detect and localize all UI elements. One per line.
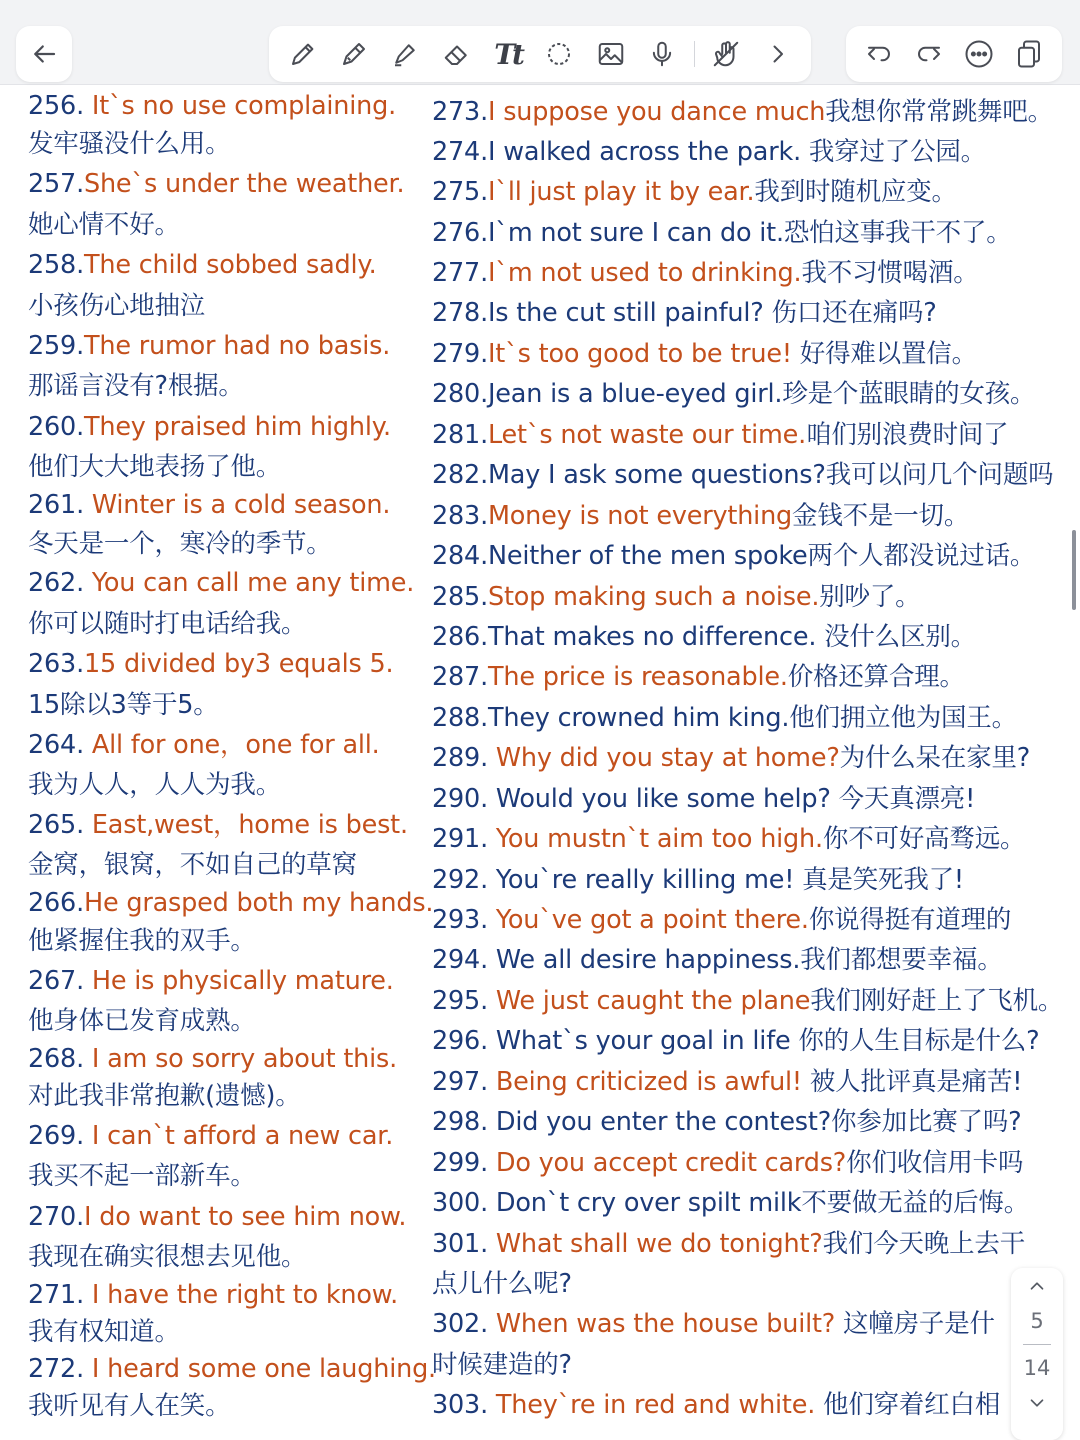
phrase-number: 277. [432, 258, 488, 288]
phrase-number: 288.They crowned him king.他们拥立他为国王。 [432, 703, 1017, 733]
pages-icon[interactable] [1009, 34, 1049, 74]
phrase-line [432, 902, 1011, 940]
phrase-line [28, 88, 396, 126]
phrase-number: 276.I`m not sure I can do it.恐怕这事我干不了。 [432, 218, 1012, 248]
phrase-line [432, 659, 965, 697]
phrase-line [28, 885, 433, 923]
top-toolbar [0, 0, 1080, 85]
phrase-number: 302. [432, 1309, 496, 1339]
phrase-number: 271. [28, 1280, 92, 1310]
page-divider [1023, 1344, 1051, 1345]
phrase-line [28, 963, 394, 1001]
chinese-translation: 我听见有人在笑。 [28, 1391, 231, 1421]
english-phrase: He is physically mature. [91, 966, 394, 996]
phrase-number: 273. [432, 97, 488, 127]
phrase-number: 286.That makes no difference. 没什么区别。 [432, 622, 976, 652]
phrase-line [28, 526, 332, 564]
phrase-number: 285. [432, 582, 488, 612]
chinese-translation: 我到时随机应变。 [754, 177, 957, 207]
english-phrase: Let`s not waste our time. [487, 420, 807, 450]
chevron-up-icon [1026, 1275, 1048, 1297]
chinese-translation: 点儿什么呢? [432, 1269, 572, 1299]
eraser-icon[interactable] [437, 34, 477, 74]
phrase-line [432, 1023, 1039, 1061]
phrase-line [28, 166, 404, 204]
phrase-line [28, 1388, 230, 1426]
phrase-number: 279. [432, 339, 488, 369]
back-arrow-icon[interactable] [24, 34, 64, 74]
phrase-line [28, 1351, 436, 1389]
page-navigator [1011, 1268, 1063, 1440]
phrase-number: 295. [432, 986, 496, 1016]
phrase-line [432, 255, 979, 293]
phrase-number: 259. [28, 331, 84, 361]
phrase-line [28, 606, 306, 644]
phrase-line [28, 487, 390, 525]
phrase-line [432, 417, 1008, 455]
phrase-line [432, 94, 1053, 132]
phrase-number: 299. [432, 1148, 496, 1178]
chinese-translation: 我们今天晚上去干 [822, 1229, 1026, 1259]
undo-icon[interactable] [859, 34, 899, 74]
phrase-line [432, 1306, 995, 1344]
phrase-line [432, 862, 964, 900]
chinese-translation: 为什么呆在家里? [839, 743, 1031, 773]
phrase-number: 265. [28, 810, 92, 840]
chinese-translation: 被人批评真是痛苦! [801, 1067, 1023, 1097]
phrase-number: 263. [28, 649, 84, 679]
phrase-number: 283. [432, 501, 488, 531]
phrase-line [28, 449, 281, 487]
drawing-tools-group [269, 26, 811, 82]
phrase-line [28, 1003, 256, 1041]
english-phrase: She`s under the weather. [83, 169, 405, 199]
pen-icon[interactable] [283, 34, 323, 74]
english-phrase: He grasped both my hands. [83, 888, 434, 918]
phrase-line [28, 767, 281, 805]
phrase-line [432, 174, 957, 212]
phrase-line [28, 409, 391, 447]
chinese-translation: 那谣言没有?根据。 [28, 371, 244, 401]
phrase-line [432, 498, 969, 536]
phrase-line [432, 215, 1012, 253]
chinese-translation: 你不可好高骛远。 [822, 824, 1026, 854]
phrase-line [432, 1226, 1025, 1264]
phrase-line [28, 727, 380, 765]
chinese-translation: 我买不起一部新车。 [28, 1161, 256, 1191]
phrase-number: 298. Did you enter the contest?你参加比赛了吗? [432, 1107, 1022, 1137]
english-phrase: I can`t afford a new car. [91, 1121, 394, 1151]
phrase-line [432, 1145, 1023, 1183]
phrase-line [432, 619, 976, 657]
chinese-translation: 小孩伤心地抽泣 [28, 291, 206, 321]
phrase-number: 261. [28, 490, 92, 520]
phrase-line [28, 126, 230, 164]
phrase-line [432, 376, 1035, 414]
phrase-line [432, 1064, 1022, 1102]
phrase-number: 258. [28, 250, 84, 280]
chinese-translation: 我有权知道。 [28, 1317, 180, 1347]
highlighter-icon[interactable] [385, 34, 425, 74]
phrase-line [432, 942, 1003, 980]
english-phrase: I do want to see him now. [83, 1202, 407, 1232]
more-options-icon[interactable] [959, 34, 999, 74]
english-phrase: East,west，home is best. [91, 810, 408, 840]
phrase-number: 274.I walked across the park. 我穿过了公园。 [432, 137, 986, 167]
english-phrase: I have the right to know. [91, 1280, 399, 1310]
english-phrase: What shall we do tonight? [495, 1229, 823, 1259]
phrase-line [28, 288, 205, 326]
phrase-number: 257. [28, 169, 84, 199]
phrase-number: 292. You`re really killing me! 真是笑死我了! [432, 865, 964, 895]
phrase-number: 280.Jean is a blue-eyed girl.珍是个蓝眼睛的女孩。 [432, 379, 1036, 409]
phrase-number: 278.Is the cut still painful? 伤口还在痛吗? [432, 298, 937, 328]
phrase-line [28, 565, 414, 603]
phrase-number: 290. Would you like some help? 今天真漂亮! [432, 784, 976, 814]
phrase-number: 303. [432, 1390, 496, 1420]
chinese-translation: 好得难以置信。 [791, 339, 977, 369]
phrase-line [28, 247, 377, 285]
toolbar-separator [694, 41, 695, 67]
total-page-count: 14 [1023, 1356, 1051, 1380]
english-phrase: I`ll just play it by ear. [487, 177, 755, 207]
phrase-line [432, 457, 1053, 495]
phrase-number: 272. [28, 1354, 92, 1384]
english-phrase: All for one，one for all. [91, 730, 380, 760]
phrase-number: 289. [432, 743, 496, 773]
phrase-number: 275. [432, 177, 488, 207]
page-up-button[interactable] [1017, 1268, 1057, 1304]
lasso-select-icon[interactable] [539, 34, 579, 74]
english-phrase: The rumor had no basis. [83, 331, 391, 361]
redo-icon[interactable] [909, 34, 949, 74]
phrase-line [432, 821, 1025, 859]
english-phrase: When was the house built? [495, 1309, 836, 1339]
phrase-line [28, 1078, 301, 1116]
phrase-number: 264. [28, 730, 92, 760]
phrase-line [28, 1239, 306, 1277]
microphone-icon[interactable] [642, 34, 682, 74]
phrase-line [432, 983, 1063, 1021]
phrase-number: 260. [28, 412, 84, 442]
phrase-number: 256. [28, 91, 92, 121]
chinese-translation: 价格还算合理。 [787, 662, 965, 692]
phrase-line [28, 923, 256, 961]
phrase-line [432, 781, 975, 819]
chinese-translation: 你可以随时打电话给我。 [28, 609, 307, 639]
chinese-translation: 冬天是一个，寒冷的季节。 [28, 529, 332, 559]
chinese-translation: 这幢房子是什 [835, 1309, 995, 1339]
chevron-right-icon[interactable] [757, 34, 797, 74]
phrase-number: 268. [28, 1044, 92, 1074]
phrase-line [28, 1314, 180, 1352]
english-phrase: Being criticized is awful! [495, 1067, 802, 1097]
chinese-translation: 我们刚好赶上了飞机。 [810, 986, 1064, 1016]
phrase-number: 287. [432, 662, 488, 692]
phrase-line [432, 1266, 572, 1304]
phrase-number: 269. [28, 1121, 92, 1151]
image-icon[interactable] [591, 34, 631, 74]
phrase-number: 270. [28, 1202, 84, 1232]
phrase-number: 294. We all desire happiness.我们都想要幸福。 [432, 945, 1003, 975]
english-phrase: It`s too good to be true! [487, 339, 792, 369]
current-page-number[interactable]: 5 [1030, 1309, 1044, 1333]
english-phrase: Money is not everything [487, 501, 793, 531]
phrase-line [28, 1199, 406, 1237]
english-phrase: I am so sorry about this. [91, 1044, 397, 1074]
phrase-line [28, 368, 244, 406]
english-phrase: You`ve got a point there. [495, 905, 809, 935]
chinese-translation: 他身体已发育成熟。 [28, 1006, 256, 1036]
english-phrase: I heard some one laughing. [91, 1354, 436, 1384]
english-phrase: Why did you stay at home? [495, 743, 840, 773]
chinese-translation: 她心情不好。 [28, 210, 180, 240]
hand-touch-icon[interactable] [706, 34, 746, 74]
phrase-number: 296. What`s your goal in life 你的人生目标是什么? [432, 1026, 1040, 1056]
phrase-line [432, 1185, 1029, 1223]
english-phrase: It`s no use complaining. [91, 91, 397, 121]
english-phrase: Winter is a cold season. [91, 490, 391, 520]
phrase-line [432, 579, 920, 617]
phrase-number: 301. [432, 1229, 496, 1259]
phrase-line [432, 295, 937, 333]
english-phrase: I suppose you dance much [487, 97, 826, 127]
phrase-line [28, 1158, 256, 1196]
phrase-number: 281. [432, 420, 488, 450]
english-phrase: Do you accept credit cards? [495, 1148, 847, 1178]
chinese-translation: 金钱不是一切。 [792, 501, 970, 531]
chevron-down-icon [1026, 1392, 1048, 1414]
chinese-translation: 他们穿着红白相 [815, 1390, 1001, 1420]
phrase-line [28, 687, 219, 725]
phrase-line [432, 538, 1035, 576]
chinese-translation: 我想你常常跳舞吧。 [825, 97, 1053, 127]
phrase-line [432, 1387, 1000, 1425]
phrase-line [432, 740, 1030, 778]
chinese-translation: 发牢骚没什么用。 [28, 129, 231, 159]
document-actions-group [846, 26, 1062, 82]
phrase-number: 284.Neither of the men spoke两个人都没说过话。 [432, 541, 1036, 571]
chinese-translation: 别吵了。 [819, 582, 921, 612]
english-phrase: You mustn`t aim too high. [495, 824, 823, 854]
english-phrase: The child sobbed sadly. [83, 250, 377, 280]
phrase-line [28, 646, 393, 684]
phrase-line [432, 336, 977, 374]
back-button-group [16, 26, 72, 82]
phrase-number: 267. [28, 966, 92, 996]
english-phrase: The price is reasonable. [487, 662, 788, 692]
phrase-line [28, 1118, 393, 1156]
phrase-line [28, 207, 180, 245]
english-phrase: Stop making such a noise. [487, 582, 820, 612]
chinese-translation: 对此我非常抱歉(遗憾)。 [28, 1081, 301, 1111]
english-phrase: They praised him highly. [83, 412, 391, 442]
chinese-translation: 我现在确实很想去见他。 [28, 1242, 307, 1272]
phrase-number: 282.May I ask some questions?我可以问几个问题吗 [432, 460, 1054, 490]
phrase-number: 293. [432, 905, 496, 935]
phrase-number: 291. [432, 824, 496, 854]
phrase-line [28, 847, 357, 885]
english-phrase: They`re in red and white. [495, 1390, 816, 1420]
english-phrase: 15 divided by3 equals 5. [83, 649, 394, 679]
chinese-translation: 15除以3等于5。 [28, 690, 219, 720]
chinese-translation: 我为人人，人人为我。 [28, 770, 282, 800]
fountain-pen-icon[interactable] [334, 34, 374, 74]
chinese-translation: 他紧握住我的双手。 [28, 926, 256, 956]
phrase-line [432, 134, 986, 172]
chinese-translation: 金窝，银窝，不如自己的草窝 [28, 850, 357, 880]
page-down-button[interactable] [1017, 1385, 1057, 1421]
phrase-line [28, 1041, 397, 1079]
phrase-number: 262. [28, 568, 92, 598]
english-phrase: I`m not used to drinking. [487, 258, 802, 288]
chinese-translation: 咱们别浪费时间了 [806, 420, 1009, 450]
phrase-line [28, 1277, 398, 1315]
phrase-number: 297. [432, 1067, 496, 1097]
chinese-translation: 你们收信用卡吗 [846, 1148, 1024, 1178]
phrase-line [432, 1104, 1021, 1142]
chinese-translation: 时候建造的? [432, 1350, 572, 1380]
chinese-translation: 我不习惯喝酒。 [801, 258, 979, 288]
phrase-line [28, 807, 408, 845]
phrase-number: 266. [28, 888, 84, 918]
scrollbar-thumb[interactable] [1072, 530, 1076, 610]
chinese-translation: 他们大大地表扬了他。 [28, 452, 282, 482]
chinese-translation: 你说得挺有道理的 [808, 905, 1012, 935]
phrase-line [432, 1347, 572, 1385]
phrase-line [432, 700, 1017, 738]
text-tool-icon[interactable]: Tt [494, 37, 522, 71]
english-phrase: We just caught the plane [495, 986, 811, 1016]
phrase-number: 300. Don`t cry over spilt milk不要做无益的后悔。 [432, 1188, 1030, 1218]
english-phrase: You can call me any time. [91, 568, 415, 598]
phrase-line [28, 328, 390, 366]
